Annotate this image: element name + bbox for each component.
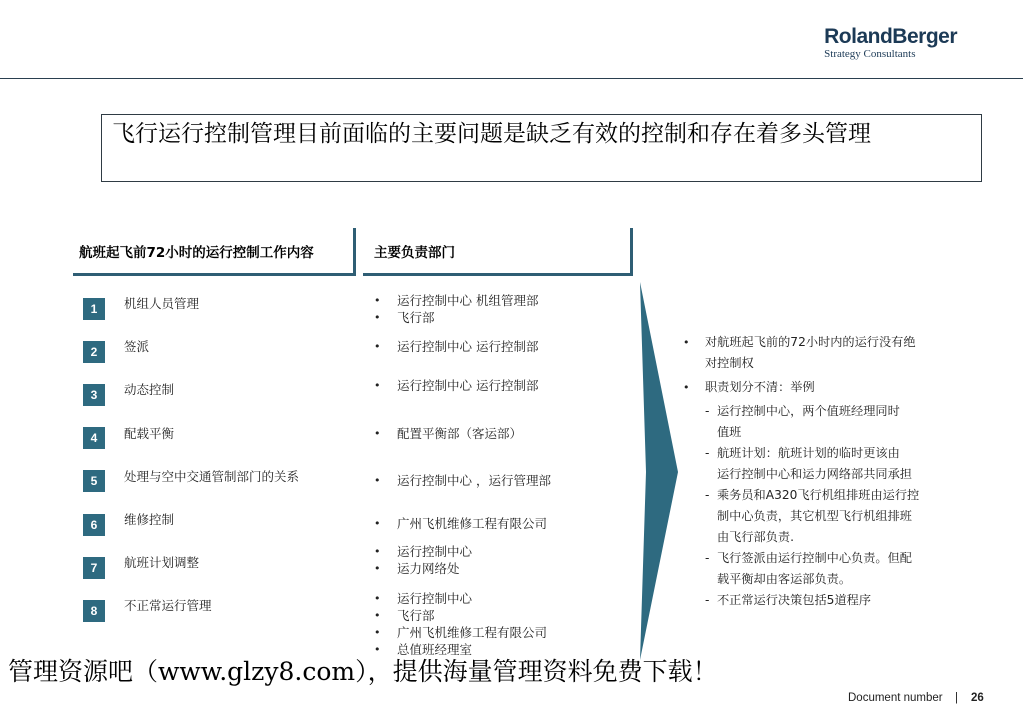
conclusion-bullet (683, 332, 973, 374)
task-label: 签派 (124, 339, 150, 354)
chevron-arrow-shape (640, 282, 678, 660)
footer-separator: | (955, 692, 958, 704)
conclusion-line: • 对航班起飞前的72小时内的运行没有绝 (705, 335, 916, 349)
example-item: - 航班计划：航班计划的临时更该由 运行控制中心和运力网络部共同承担 (683, 443, 973, 485)
row-number-badge: 3 (83, 384, 105, 406)
dept-list (374, 590, 547, 658)
dept-list (374, 543, 472, 577)
task-label: 不正常运行管理 (124, 598, 212, 613)
dept-list (374, 425, 522, 442)
example-line: 运行控制中心，两个值班经理同时 (717, 404, 900, 418)
depts-column-header-label: 主要负责部门 (374, 245, 455, 261)
dept-item: • 运行控制中心 ，运行管理部 (374, 472, 551, 489)
tasks-column-header (73, 228, 356, 276)
page-number: 26 (971, 692, 984, 704)
dept-item: • 配置平衡部（客运部） (374, 425, 522, 442)
conclusions-panel (683, 332, 973, 611)
dept-item: • 运行控制中心 运行控制部 (374, 377, 538, 394)
conclusion-bullet (683, 377, 973, 398)
dept-list (374, 338, 538, 355)
depts-column-header (363, 228, 633, 276)
dept-item: • 总值班经理室 (374, 641, 547, 658)
dept-item: • 运行控制中心 (374, 590, 547, 607)
dept-item: • 运力网络处 (374, 560, 472, 577)
example-item: - 不正常运行决策包括5道程序 (683, 590, 973, 611)
example-line: 值班 (717, 425, 742, 439)
header-divider (0, 78, 1023, 79)
example-line: 由飞行部负责. (717, 530, 794, 544)
example-line: 载平衡却由客运部负责。 (717, 572, 852, 586)
task-label: 航班计划调整 (124, 555, 200, 570)
page-title: 飞行运行控制管理目前面临的主要问题是缺乏有效的控制和存在着多头管理 (112, 121, 871, 147)
row-number-badge: 4 (83, 427, 105, 449)
example-item: - 运行控制中心，两个值班经理同时 值班 (683, 401, 973, 443)
task-label: 处理与空中交通管制部门的关系 (124, 469, 300, 484)
dept-item: • 飞行部 (374, 607, 547, 624)
conclusion-line: • 职责划分不清：举例 (705, 380, 815, 394)
dept-list (374, 515, 547, 532)
task-label: 维修控制 (124, 512, 175, 527)
row-number-badge: 1 (83, 298, 105, 320)
dept-item: • 广州飞机维修工程有限公司 (374, 624, 547, 641)
dept-list (374, 292, 538, 326)
task-label: 配载平衡 (124, 426, 175, 441)
example-line: 不正常运行决策包括5道程序 (717, 593, 872, 607)
logo-sub-text: Strategy Consultants (824, 48, 916, 60)
dept-list (374, 472, 551, 489)
example-line: 飞行签派由运行控制中心负责。但配 (717, 551, 912, 565)
task-label: 动态控制 (124, 382, 175, 397)
dept-item: • 运行控制中心 (374, 543, 472, 560)
dept-item: • 运行控制中心 机组管理部 (374, 292, 538, 309)
watermark-text: 管理资源吧（www.glzy8.com），提供海量管理资料免费下载！ (8, 657, 718, 686)
logo-main-text: RolandBerger (824, 25, 957, 48)
task-label: 机组人员管理 (124, 296, 200, 311)
row-number-badge: 7 (83, 557, 105, 579)
row-number-badge: 2 (83, 341, 105, 363)
row-number-badge: 5 (83, 470, 105, 492)
roland-berger-logo (824, 26, 957, 60)
conclusion-line: 对控制权 (705, 356, 754, 370)
row-number-badge: 6 (83, 514, 105, 536)
dept-item: • 飞行部 (374, 309, 538, 326)
example-line: 乘务员和A320飞行机组排班由运行控 (717, 488, 920, 502)
example-line: 运行控制中心和运力网络部共同承担 (717, 467, 912, 481)
example-line: 航班计划：航班计划的临时更该由 (717, 446, 900, 460)
dept-list (374, 377, 538, 394)
dept-item: • 运行控制中心 运行控制部 (374, 338, 538, 355)
dept-item: • 广州飞机维修工程有限公司 (374, 515, 547, 532)
example-item: - 乘务员和A320飞行机组排班由运行控 制中心负责，其它机型飞行机组排班 由飞行部负责. (683, 485, 973, 548)
document-number-label: Document number (848, 692, 943, 704)
chevron-arrow (638, 282, 683, 662)
row-number-badge: 8 (83, 600, 105, 622)
tasks-column-header-label: 航班起飞前72小时的运行控制工作内容 (79, 245, 314, 261)
example-line: 制中心负责，其它机型飞行机组排班 (717, 509, 912, 523)
example-item: - 飞行签派由运行控制中心负责。但配 载平衡却由客运部负责。 (683, 548, 973, 590)
